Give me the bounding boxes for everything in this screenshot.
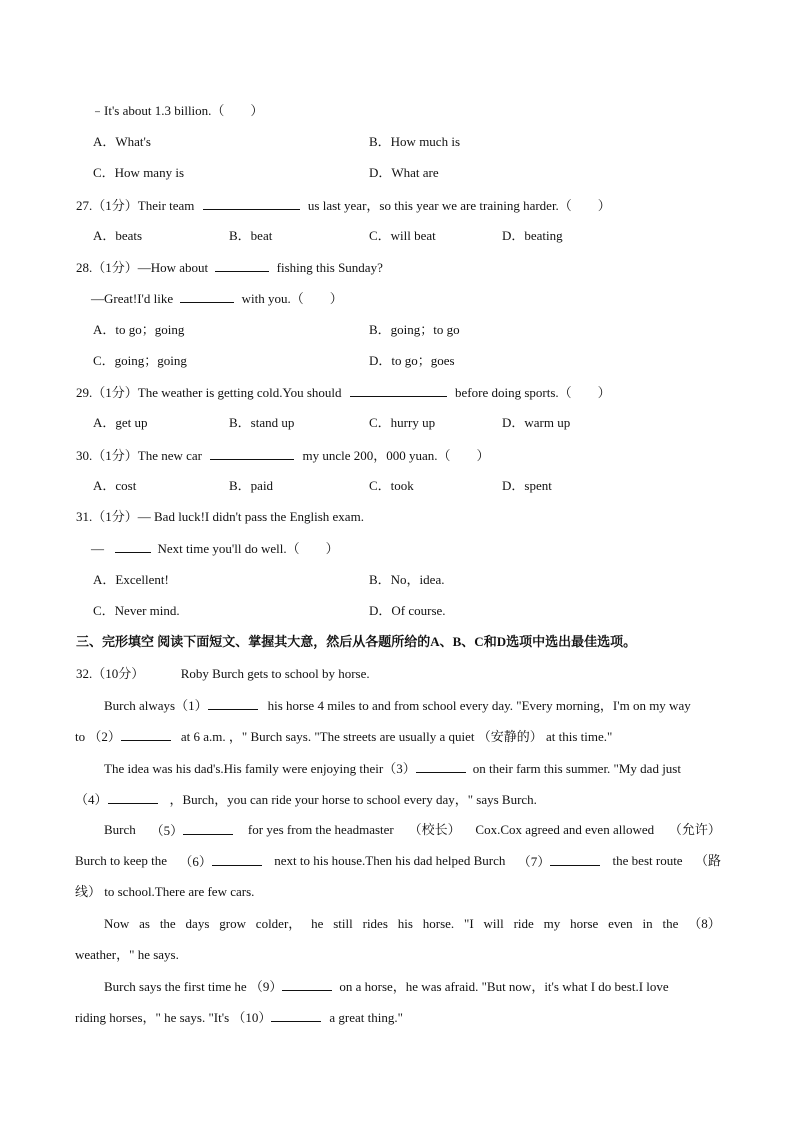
passage-text: at 6 a.m. ，" Burch says. "The streets are usually a quiet （安静的） at this time." <box>180 729 613 744</box>
option-a[interactable]: A．What's <box>93 134 151 149</box>
option-c[interactable]: C．going；going <box>93 353 187 368</box>
question-31-line2-rest: Next time you'll do well.（ ） <box>157 541 339 556</box>
passage-text: The idea was his dad's.His family were enjoying their（3） <box>104 761 416 776</box>
passage-word: horse. <box>422 916 455 931</box>
question-28-rest: fishing this Sunday? <box>276 260 383 275</box>
passage-text: on their farm this summer. "My dad just <box>472 761 681 776</box>
option-d[interactable]: D．warm up <box>502 415 571 430</box>
option-d[interactable]: D．beating <box>502 228 563 243</box>
passage-text: ，Burch，you can ride your horse to school every day，" says Burch. <box>169 792 537 807</box>
question-30-prefix: 30.（1分）The new car <box>76 448 202 463</box>
option-b[interactable]: B．paid <box>229 478 274 493</box>
question-30-rest: my uncle 200，000 yuan.（ ） <box>302 448 490 463</box>
answer-blank-10[interactable] <box>271 1009 321 1022</box>
passage-word: （8） <box>688 916 721 931</box>
passage-text: Burch <box>104 822 136 837</box>
passage-line <box>104 760 681 777</box>
answer-blank[interactable] <box>350 384 447 397</box>
passage-text: （路 <box>694 853 721 868</box>
option-b[interactable]: B．No，idea. <box>369 572 445 587</box>
passage-line <box>75 1009 403 1026</box>
option-d[interactable]: D．Of course. <box>369 603 446 618</box>
passage-text: （6） <box>179 854 212 869</box>
passage-text: riding horses，" he says. "It's （10） <box>75 1010 272 1025</box>
passage-word: he <box>311 916 324 931</box>
option-a[interactable]: A．to go；going <box>93 322 185 337</box>
passage-word: ride <box>513 916 534 931</box>
question-29-rest: before doing sports.（ ） <box>455 385 611 400</box>
passage-text: （4） <box>75 792 108 807</box>
passage-line <box>104 916 721 932</box>
option-b[interactable]: B．going；to go <box>369 322 460 337</box>
passage-line: 线） to school.There are few cars. <box>75 884 255 899</box>
question-32-prefix: 32.（10分） <box>76 666 145 681</box>
question-28-line2-prefix: —Great!I'd like <box>91 291 174 306</box>
question-29-prefix: 29.（1分）The weather is getting cold.You should <box>76 385 342 400</box>
answer-blank-5[interactable] <box>183 822 233 835</box>
passage-text: a great thing." <box>329 1010 403 1025</box>
passage-text: next to his house.Then his dad helped Burch <box>274 853 506 868</box>
passage-text: Cox.Cox agreed and even allowed <box>475 822 655 837</box>
passage-text: （7） <box>517 854 551 869</box>
answer-blank[interactable] <box>215 259 269 272</box>
option-d[interactable]: D．What are <box>369 165 439 180</box>
question-26-answer-line: ﹣It's about 1.3 billion.（ ） <box>91 103 264 118</box>
answer-blank-2[interactable] <box>121 728 171 741</box>
passage-line <box>104 697 691 714</box>
passage-word: even <box>608 916 633 931</box>
answer-blank-6[interactable] <box>212 853 262 866</box>
passage-text: the best route <box>612 853 683 868</box>
question-31-stem: 31.（1分）— Bad luck!I didn't pass the English exam. <box>76 509 364 524</box>
passage-text: Burch to keep the <box>75 853 168 868</box>
option-c[interactable]: C．hurry up <box>369 415 436 430</box>
passage-text: （校长） <box>408 822 461 837</box>
passage-word: colder， <box>255 916 302 931</box>
passage-line <box>75 853 721 870</box>
passage-word: will <box>483 916 504 931</box>
option-b[interactable]: B．How much is <box>369 134 461 149</box>
passage-word: the <box>662 916 679 931</box>
passage-line <box>75 728 612 745</box>
question-28-line2-rest: with you.（ ） <box>241 291 343 306</box>
answer-blank-3[interactable] <box>416 760 466 773</box>
option-c[interactable]: C．How many is <box>93 165 185 180</box>
question-31-line2-prefix: — <box>91 541 104 556</box>
passage-text: for yes from the headmaster <box>247 822 394 837</box>
answer-blank-4[interactable] <box>108 791 158 804</box>
passage-text: Burch says the first time he （9） <box>104 979 283 994</box>
section-heading: 三、完形填空 阅读下面短文、掌握其大意，然后从各题所给的A、B、C和D选项中选出最佳选项。 <box>76 634 637 649</box>
passage-title: Roby Burch gets to school by horse. <box>180 666 370 681</box>
option-d[interactable]: D．to go；goes <box>369 353 455 368</box>
option-b[interactable]: B．beat <box>229 228 273 243</box>
passage-word: days <box>185 916 210 931</box>
answer-blank[interactable] <box>203 197 300 210</box>
answer-blank[interactable] <box>180 290 234 303</box>
answer-blank[interactable] <box>210 447 294 460</box>
passage-word: Now <box>104 916 130 931</box>
passage-word: grow <box>219 916 246 931</box>
question-27-stem <box>76 197 611 214</box>
passage-text: his horse 4 miles to and from school every day. "Every morning，I'm on my way <box>267 698 691 713</box>
passage-word: my <box>543 916 561 931</box>
passage-line <box>104 822 721 839</box>
option-c[interactable]: C．Never mind. <box>93 603 180 618</box>
answer-blank[interactable] <box>115 540 151 553</box>
option-b[interactable]: B．stand up <box>229 415 295 430</box>
option-a[interactable]: A．cost <box>93 478 137 493</box>
passage-word: still <box>333 916 353 931</box>
passage-text: to （2） <box>75 729 121 744</box>
passage-line: weather，" he says. <box>75 947 179 962</box>
option-d[interactable]: D．spent <box>502 478 552 493</box>
passage-word: horse <box>570 916 599 931</box>
passage-text: （允许） <box>668 822 721 837</box>
question-31-line2 <box>91 540 339 557</box>
question-27-rest: us last year，so this year we are training harder.（ ） <box>307 198 611 213</box>
passage-word: "I <box>464 916 474 931</box>
passage-word: his <box>397 916 413 931</box>
question-27-prefix: 27.（1分）Their team <box>76 198 195 213</box>
option-a[interactable]: A．beats <box>93 228 143 243</box>
passage-text: on a horse，he was afraid. "But now，it's what I do best.I love <box>339 979 669 994</box>
answer-blank-7[interactable] <box>550 853 600 866</box>
question-32-title-line <box>76 666 370 682</box>
question-29-stem <box>76 384 611 401</box>
passage-text: Burch always（1） <box>104 698 208 713</box>
passage-line <box>104 978 669 995</box>
question-28-stem <box>76 259 383 276</box>
question-30-stem <box>76 447 490 464</box>
option-a[interactable]: A．get up <box>93 415 148 430</box>
option-c[interactable]: C．took <box>369 478 414 493</box>
option-c[interactable]: C．will beat <box>369 228 436 243</box>
option-a[interactable]: A．Excellent! <box>93 572 169 587</box>
passage-word: rides <box>362 916 388 931</box>
passage-word: as <box>139 916 150 931</box>
passage-line <box>75 791 537 808</box>
question-28-prefix: 28.（1分）—How about <box>76 260 209 275</box>
answer-blank-1[interactable] <box>208 697 258 710</box>
answer-blank-9[interactable] <box>282 978 332 991</box>
passage-word: in <box>642 916 653 931</box>
passage-text: （5） <box>150 823 184 838</box>
question-28-line2 <box>91 290 343 307</box>
passage-word: the <box>159 916 176 931</box>
